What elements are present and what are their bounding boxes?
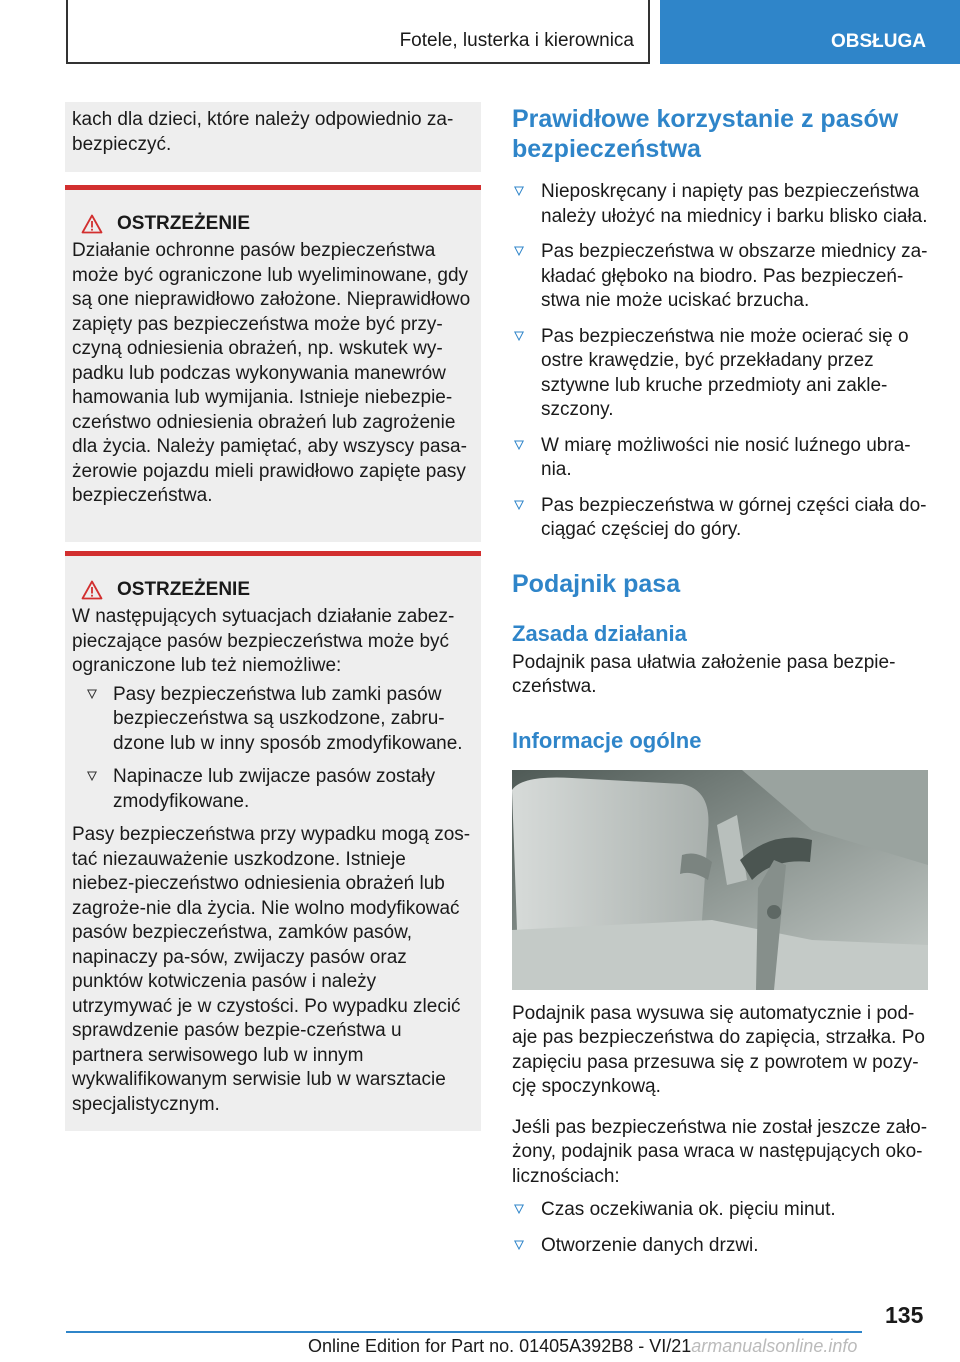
warning-triangle-icon [81, 214, 103, 234]
warning-2-intro: W następujących sytuacjach działanie zabez-pieczające pasów bezpieczeństwa może być ograniczone lub też niemożliwe: [72, 606, 455, 676]
right-column [512, 104, 928, 1269]
warning-2-title-row [72, 578, 473, 602]
warning-2-title: OSTRZEŻENIE [117, 579, 251, 600]
principle-text: Podajnik pasa ułatwia założenie pasa bezpie-czeństwa. [512, 651, 896, 697]
list-item [72, 683, 473, 757]
heading-correct-use: Prawidłowe korzystanie z pasów bezpieczeństwa [512, 105, 899, 163]
section-title: Fotele, lusterka i kierownica [399, 30, 634, 51]
return-conditions-text: Jeśli pas bezpieczeństwa nie został jeszcze zało-żony, podajnik pasa wraca w następujących oko-licznościach: [512, 1116, 928, 1187]
heading-belt-feeder: Podajnik pasa [512, 569, 681, 598]
general-info-text: Podajnik pasa wysuwa się automatycznie i pod-aje pas bezpieczeństwa do zapięcia, strzałka. Po zapięciu pasa przesuwa się z powrotem w pozy-cję spoczynkową. [512, 1002, 925, 1097]
list-item [512, 1198, 928, 1223]
correct-use-list [512, 180, 928, 543]
bullet-triangle-icon [514, 500, 524, 510]
return-conditions-list [512, 1198, 928, 1258]
list-item [512, 1234, 928, 1259]
list-item-text: Napinacze lub zwijacze pasów zostały zmodyfikowane. [113, 766, 436, 812]
bullet-triangle-icon [87, 689, 97, 699]
list-item-text: Pas bezpieczeństwa w górnej części ciała do-ciągać częściej do góry. [541, 494, 927, 540]
warning-2-list [72, 683, 473, 815]
bullet-triangle-icon [87, 771, 97, 781]
header-frame [66, 0, 650, 64]
list-item-text: Pas bezpieczeństwa w obszarze miednicy za-kładać głęboko na biodro. Pas bezpieczeń-stwa nie może uciskać brzucha. [541, 241, 928, 311]
list-item-text: Otworzenie danych drzwi. [541, 1234, 759, 1256]
warning-triangle-icon [81, 580, 103, 600]
warning-1-text: Działanie ochronne pasów bezpieczeństwa może być ograniczone lub wyeliminowane, gdy są one nieprawidłowo założone. Nieprawidłowo zapięty pas bezpieczeństwa może być przy-czyną odniesienia obrażeń, np. wskutek wy-padku lub podczas wykonywania manewrów hamowania lub wymijania. Istnieje niebezpie-czeństwo odniesienia obrażeń lub zagrożenie dla życia. Należy pamiętać, aby wszyscy pasa-żerowie pojazdu mieli prawidłowo zapięte pasy bezpieczeństwa. [72, 240, 471, 506]
list-item [72, 765, 473, 814]
list-item [512, 325, 928, 423]
list-item [512, 180, 928, 229]
page-number: 135 [885, 1302, 924, 1328]
list-item-text: Pas bezpieczeństwa nie może ocierać się o ostre krawędzie, być przekładany przez sztywne lub kruche przedmioty ani zakle-szczony. [541, 325, 909, 420]
bullet-triangle-icon [514, 186, 524, 196]
footer-divider [66, 1331, 862, 1333]
list-item-text: Pasy bezpieczeństwa lub zamki pasów bezpieczeństwa są uszkodzone, zabru-dzone lub w inny sposób zmodyfikowane. [113, 683, 463, 754]
list-item [512, 240, 928, 314]
chapter-tab[interactable] [660, 0, 960, 64]
subheading-general-info: Informacje ogólne [512, 727, 702, 753]
list-item-text: Nieposkręcany i napięty pas bezpieczeństwa należy ułożyć na miednicy i barku blisko ciała. [541, 181, 928, 227]
bullet-triangle-icon [514, 440, 524, 450]
list-item-text: Czas oczekiwania ok. pięciu minut. [541, 1199, 836, 1220]
intro-box [65, 102, 481, 172]
list-item-text: W miarę możliwości nie nosić luźnego ubra-nia. [541, 434, 911, 480]
bullet-triangle-icon [514, 1204, 524, 1214]
list-item [512, 434, 928, 483]
warning-2-text: Pasy bezpieczeństwa przy wypadku mogą zos-tać niezauważenie uszkodzone. Istnieje niebez-pieczeństwo odniesienia obrażeń lub zagroże-nie dla życia. Nie wolno modyfikować pasów bezpieczeństwa, zamków pasów, napinaczy pa-sów, zwijaczy pasów oraz punktów kotwiczenia pasów i należy utrzymywać je w czystości. Po wypadku zlecić sprawdzenie pasów bezpie-czeństwa u partnera serwisowego lub w innym wykwalifikowanym serwisie lub w warsztacie specjalistycznym. [72, 824, 471, 1115]
bullet-triangle-icon [514, 1240, 524, 1250]
warning-box-1 [65, 185, 481, 542]
subheading-principle: Zasada działania [512, 620, 687, 646]
edition-text: Online Edition for Part no. 01405A392B8 - VI/21 [308, 1336, 692, 1356]
bullet-triangle-icon [514, 331, 524, 341]
watermark-brand: armanualsonline.info [691, 1336, 858, 1356]
intro-text: kach dla dzieci, które należy odpowiednio za-bezpieczyć. [72, 109, 454, 155]
belt-feeder-photo [512, 770, 928, 990]
list-item [512, 494, 928, 543]
warning-box-2 [65, 551, 481, 1131]
chapter-tab-label: OBSŁUGA [831, 31, 926, 52]
warning-1-title-row [72, 212, 473, 236]
footer-edition [308, 1336, 857, 1357]
bullet-triangle-icon [514, 246, 524, 256]
warning-1-title: OSTRZEŻENIE [117, 213, 251, 234]
